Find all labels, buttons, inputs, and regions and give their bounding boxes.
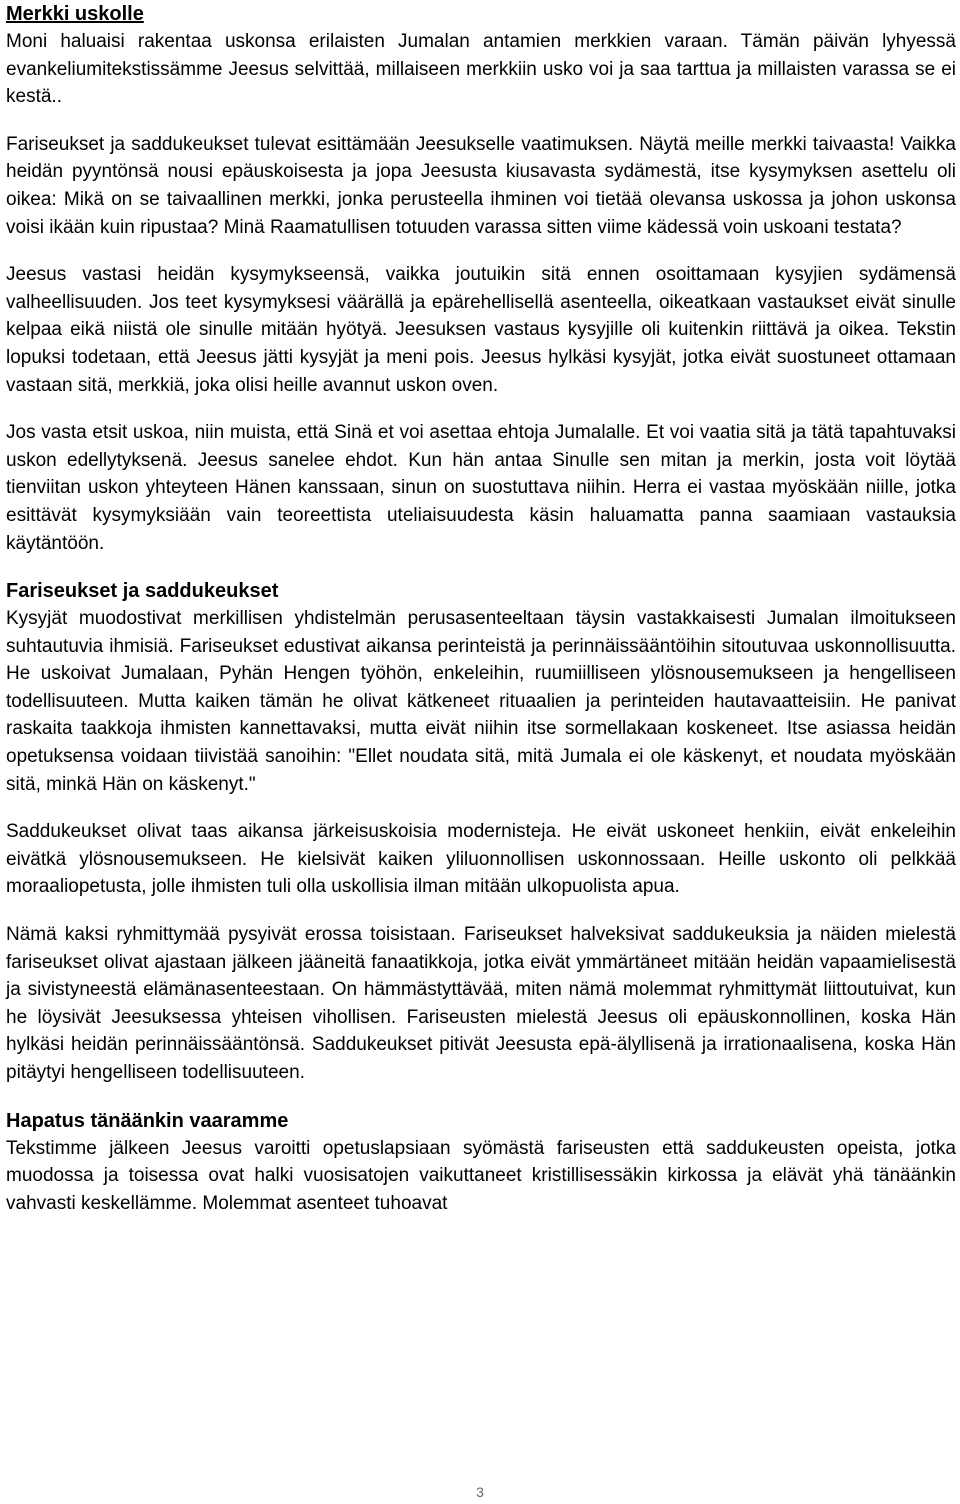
paragraph: Jeesus vastasi heidän kysymykseensä, vaikka joutuikin sitä ennen osoittamaan kysyjien sydämensä valheellisuuden. Jos teet kysymyksesi väärällä ja epärehellisellä asenteella, oikeatkaan vastaukset eivät sinulle kelpaa eikä niistä ole sinulle mitään hyötyä. Jeesuksen vastaus kysyjille oli kuitenkin riittävä ja oikea. Tekstin lopuksi todetaan, että Jeesus jätti kysyjät ja meni pois. Jeesus hylkäsi kysyjät, jotka eivät suostuneet ottamaan vastaan sitä, merkkiä, joka olisi heille avannut uskon oven. <box>6 264 956 396</box>
paragraph: Nämä kaksi ryhmittymää pysyivät erossa toisistaan. Fariseukset halveksivat saddukeuksia ja näiden mielestä fariseukset olivat ajastaan jälkeen jääneitä fanaatikkoja, jotka eivät ymmärtäneet mitään heidän vapaamielisestä ja sivistyneestä elämänasenteestaan. On hämmästyttävää, miten nämä molemmat ryhmittymät liittoutuivat, kun he löysivät Jeesuksessa yhteisen vihollisen. Fariseusten mielestä Jeesus oli epäuskonnollinen, koska Hän hylkäsi heidän perinnäissääntönsä. Saddukeukset pitivät Jeesusta epä-älyllisenä ja irrationaalisena, koska Hän pitäytyi hengelliseen todellisuuteen. <box>6 924 956 1083</box>
paragraph: Tekstimme jälkeen Jeesus varoitti opetuslapsiaan syömästä fariseusten että saddukeusten opeista, jotka muodossa ja toisessa ovat halki vuosisatojen vaikuttaneet kristillisessäkin kirkossa ja elävät yhä tänäänkin vahvasti keskellämme. Molemmat asenteet tuhoavat <box>6 1137 956 1214</box>
section-heading: Hapatus tänäänkin vaaramme <box>6 1109 289 1132</box>
paragraph: Jos vasta etsit uskoa, niin muista, että Sinä et voi asettaa ehtoja Jumalalle. Et voi vaatia sitä ja tätä tapahtuvaksi uskon edellytyksenä. Jeesus sanelee ehdot. Kun hän antaa Sinulle sen mitan ja merkin, josta voit löytää tienviitan uskon yhteyteen Hänen kanssaan, sinun on suostuttava niihin. Herra ei vastaa myöskään niille, jotka esittävät kysymyksiään vain teoreettista uteliaisuudesta käsin haluamatta panna saamiaan vastauksia käytäntöön. <box>6 422 956 554</box>
paragraph: Moni haluaisi rakentaa uskonsa erilaisten Jumalan antamien merkkien varaan. Tämän päivän lyhyessä evankeliumitekstissämme Jeesus selvittää, millaiseen merkkiin usko voi ja saa tarttua ja millaisten varassa se ei kestä.. <box>6 31 956 108</box>
section-heading: Fariseukset ja saddukeukset <box>6 580 279 603</box>
paragraph: Kysyjät muodostivat merkillisen yhdistelmän perusasenteeltaan täysin vastakkaisesti Jumalan ilmoitukseen suhtautuvia ihmisiä. Fariseukset edustivat aikansa perinteistä ja perinnäissääntöihin sitoutuvaa uskonnollisuutta. He uskoivat Jumalaan, Pyhän Hengen työhön, enkeleihin, ruumiilliseen ylösnousemukseen ja hengelliseen todellisuuteen. Mutta kaiken tämän he olivat kätkeneet rituaalien ja perinteiden hautavaatteisiin. He panivat raskaita taakkoja ihmisten kannettavaksi, mutta eivät niihin itse sormellakaan koskeneet. Itse asiassa heidän opetuksensa voidaan tiivistää sanoihin: "Ellet noudata sitä, mitä Jumala ei ole käskenyt, et noudata myöskään sitä, minkä Hän on käskenyt." <box>6 608 956 795</box>
paragraph: Saddukeukset olivat taas aikansa järkeisuskoisia modernisteja. He eivät uskoneet henkiin, eivät enkeleihin eivätkä ylösnousemukseen. He kielsivät kaiken yliluonnollisen uskonnossaan. Heille uskonto oli pelkkää moraaliopetusta, jolle ihmisten tuli olla uskollisia ilman mitään ulkopuolista apua. <box>6 821 956 898</box>
paragraph: Fariseukset ja saddukeukset tulevat esittämään Jeesukselle vaatimuksen. Näytä meille merkki taivaasta! Vaikka heidän pyyntönsä nousi epäuskoisesta ja jopa Jeesusta kiusavasta sydämestä, itse kysymyksen asettelu oli oikea: Mikä on se taivaallinen merkki, jonka perusteella ihminen voi tietää olevansa uskossa ja johon uskonsa voisi ikään kuin ripustaa? Minä Raamatullisen totuuden varassa sitten viime kädessä voin uskoani testata? <box>6 133 956 238</box>
page-number: 3 <box>476 1484 484 1500</box>
section-hapatus-tanaankin-vaaramme <box>6 1107 956 1218</box>
section-heading: Merkki uskolle <box>6 3 144 25</box>
section-fariseukset-ja-saddukeukset <box>6 577 956 1087</box>
section-merkki-uskolle <box>6 0 956 557</box>
document-page <box>6 0 956 1217</box>
